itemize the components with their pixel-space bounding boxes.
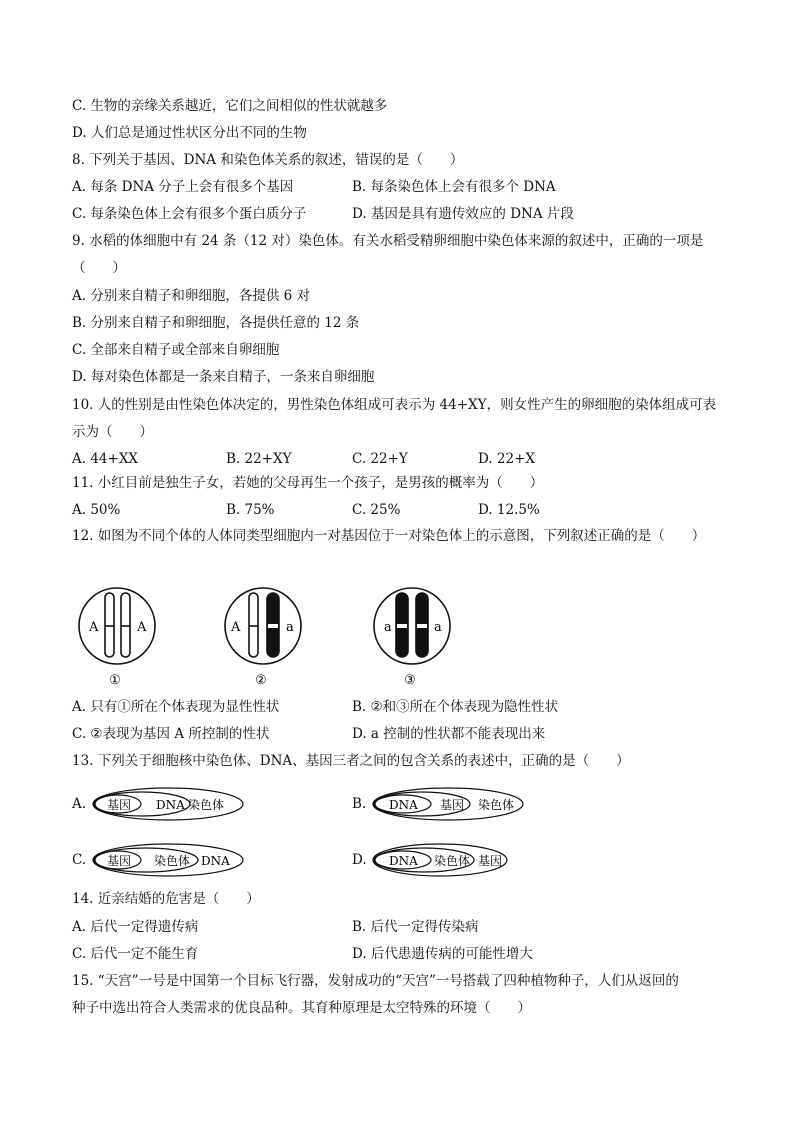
q14-stem: 14. 近亲结婚的危害是（ ） [72, 891, 260, 907]
q9-stem-cont: （ ） [72, 260, 126, 276]
q8-option-a: A. 每条 DNA 分子上会有很多个基因 [72, 179, 294, 195]
q12-cell1-left-gene: A [89, 620, 99, 635]
q10-option-a: A. 44+XX [72, 451, 139, 467]
q12-cell3-right-gene: a [434, 620, 442, 635]
q11-option-d: D. 12.5% [478, 502, 540, 518]
q12-option-a: A. 只有①所在个体表现为显性性状 [72, 699, 280, 715]
q13-option-c-letter: C. [72, 852, 87, 868]
q13-option-d-diagram [370, 842, 530, 878]
q12-cell1-number: ① [109, 673, 121, 688]
q13-option-b-letter: B. [352, 796, 367, 812]
q9-stem: 9. 水稻的体细胞中有 24 条（12 对）染色体。有关水稻受精卵细胞中染色体来源的叙述中，正确的一项是 [72, 233, 704, 249]
q9-option-c: C. 全部来自精子或全部来自卵细胞 [72, 342, 280, 358]
q14-option-d: D. 后代患遗传病的可能性增大 [352, 946, 533, 962]
q13-a-outer-label: 染色体 [188, 798, 225, 812]
q9-option-a: A. 分别来自精子和卵细胞，各提供 6 对 [72, 288, 311, 304]
q12-figure [60, 580, 480, 690]
q13-c-outer-label: DNA [201, 854, 230, 868]
q15-stem: 15. “天宫”一号是中国第一个目标飞行器，发射成功的“天宫”一号搭载了四种植物种子，人们从返回的 [72, 973, 679, 989]
q12-cell2-number: ② [255, 673, 267, 688]
q13-c-inner-label: 基因 [107, 854, 132, 868]
q9-option-d: D. 每对染色体都是一条来自精子，一条来自卵细胞 [72, 369, 375, 385]
q12-option-d: D. a 控制的性状都不能表现出来 [352, 726, 546, 742]
q13-option-b-diagram [370, 786, 530, 822]
q8-option-d: D. 基因是具有遗传效应的 DNA 片段 [352, 206, 574, 222]
q10-stem-cont: 示为（ ） [72, 424, 153, 440]
q8-stem: 8. 下列关于基因、DNA 和染色体关系的叙述，错误的是（ ） [72, 152, 464, 168]
q11-option-b: B. 75% [226, 502, 275, 518]
q12-cell2-right-gene: a [286, 620, 294, 635]
q13-option-d-letter: D. [352, 852, 367, 868]
q14-option-a: A. 后代一定得遗传病 [72, 919, 199, 935]
q14-option-c: C. 后代一定不能生育 [72, 946, 199, 962]
q7-option-d: D. 人们总是通过性状区分出不同的生物 [72, 125, 307, 141]
q12-cell-1 [79, 588, 155, 688]
q10-option-b: B. 22+XY [226, 451, 292, 467]
q13-b-middle-label: 基因 [440, 798, 465, 812]
q12-stem: 12. 如图为不同个体的人体同类型细胞内一对基因位于一对染色体上的示意图，下列叙述正确的是（ ） [72, 528, 706, 544]
q11-option-a: A. 50% [72, 502, 121, 518]
q13-d-outer-label: 基因 [478, 854, 503, 868]
q15-stem-cont: 种子中选出符合人类需求的优良品种。其育种原理是太空特殊的环境（ ） [72, 1000, 531, 1016]
q13-a-middle-label: DNA [156, 798, 185, 812]
q10-stem: 10. 人的性别是由性染色体决定的，男性染色体组成可表示为 44+XY，则女性产生的卵细胞的染体组成可表 [72, 397, 717, 413]
q11-stem: 11. 小红目前是独生子女，若她的父母再生一个孩子，是男孩的概率为（ ） [72, 475, 544, 491]
q13-stem: 13. 下列关于细胞核中染色体、DNA、基因三者之间的包含关系的表述中，正确的是（ ） [72, 753, 630, 769]
q13-d-middle-label: 染色体 [434, 854, 471, 868]
q13-b-inner-label: DNA [389, 798, 418, 812]
q7-option-c: C. 生物的亲缘关系越近，它们之间相似的性状就越多 [72, 98, 388, 114]
q12-cell-2 [225, 588, 301, 688]
q12-cell1-right-gene: A [137, 620, 147, 635]
q10-option-d: D. 22+X [478, 451, 536, 467]
q11-option-c: C. 25% [352, 502, 401, 518]
q12-cell3-number: ③ [404, 673, 416, 688]
q10-option-c: C. 22+Y [352, 451, 408, 467]
q8-option-b: B. 每条染色体上会有很多个 DNA [352, 179, 556, 195]
q14-option-b: B. 后代一定得传染病 [352, 919, 479, 935]
q12-option-b: B. ②和③所在个体表现为隐性性状 [352, 699, 559, 715]
q13-c-middle-label: 染色体 [154, 854, 191, 868]
q12-cell2-left-gene: A [231, 620, 241, 635]
q12-cell3-left-gene: a [384, 620, 392, 635]
q12-cell-3 [374, 588, 450, 688]
q13-d-inner-label: DNA [389, 854, 418, 868]
q13-option-a-diagram [90, 786, 250, 822]
q13-option-a-letter: A. [72, 796, 87, 812]
q9-option-b: B. 分别来自精子和卵细胞，各提供任意的 12 条 [72, 315, 360, 331]
q12-option-c: C. ②表现为基因 A 所控制的性状 [72, 726, 270, 742]
q8-option-c: C. 每条染色体上会有很多个蛋白质分子 [72, 206, 307, 222]
q13-option-c-diagram [90, 842, 250, 878]
q13-a-inner-label: 基因 [107, 798, 132, 812]
q13-b-outer-label: 染色体 [478, 798, 515, 812]
